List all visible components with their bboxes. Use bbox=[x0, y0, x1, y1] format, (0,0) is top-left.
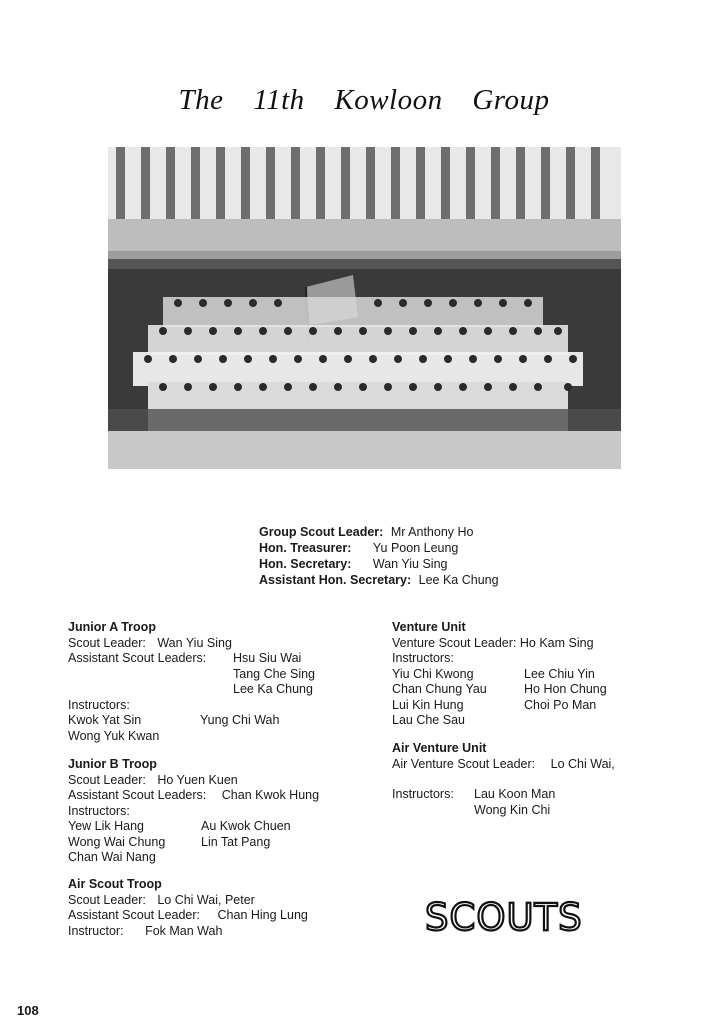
group-photo bbox=[108, 147, 621, 469]
scout-leader-row: Scout Leader: Ho Yuen Kuen bbox=[68, 772, 238, 787]
air-venture-leader-row: Air Venture Scout Leader: Lo Chi Wai, bbox=[392, 756, 615, 771]
air-venture-unit: Air Venture Unit Air Venture Scout Leader: Lo Chi Wai, Instructors: Lau Koon Man Wong Kin Chi bbox=[392, 741, 615, 817]
air-scout-troop bbox=[68, 877, 308, 939]
junior-b-troop: Junior B Troop Scout Leader: Ho Yuen Kuen Assistant Scout Leaders: Chan Kwok Hung Instructors: Yew Lik Hang Au Kwok Chuen Wong Wai Chung Lin Tat Pang Chan Wai Nang bbox=[68, 757, 320, 864]
scout-leader-row: Scout Leader: Wan Yiu Sing bbox=[68, 635, 232, 650]
assistant-row: Assistant Scout Leader: Chan Hing Lung bbox=[68, 908, 308, 922]
officer-row: Assistant Hon. Secretary: Lee Ka Chung bbox=[259, 573, 499, 587]
group-officers bbox=[259, 524, 499, 588]
instructor-row: Instructor: Fok Man Wah bbox=[68, 923, 223, 938]
officer-row: Group Scout Leader: Mr Anthony Ho bbox=[259, 525, 474, 539]
section-heading: Junior B Troop bbox=[68, 757, 157, 771]
section-heading: Air Venture Unit bbox=[392, 741, 487, 755]
page-number: 108 bbox=[17, 1003, 39, 1018]
section-heading: Air Scout Troop bbox=[68, 877, 162, 891]
group-photo-image bbox=[108, 147, 621, 469]
section-heading: Junior A Troop bbox=[68, 620, 156, 634]
page-title: The 11th Kowloon Group bbox=[178, 84, 550, 116]
section-label: SCOUTS bbox=[425, 896, 583, 939]
officer-row: Hon. Treasurer: Yu Poon Leung bbox=[259, 541, 459, 555]
assistant-row: Assistant Scout Leaders: Hsu Siu Wai bbox=[68, 651, 302, 665]
officer-row: Hon. Secretary: Wan Yiu Sing bbox=[259, 557, 448, 571]
venture-unit: Venture Unit Venture Scout Leader: Ho Kam Sing Instructors: Yiu Chi Kwong Lee Chiu Yin Chan Chung Yau Ho Hon Chung Lui Kin Hung Choi Po Man Lau Che Sau bbox=[392, 620, 607, 727]
venture-leader-row: Venture Scout Leader: Ho Kam Sing bbox=[392, 635, 594, 650]
scout-leader-row: Scout Leader: Lo Chi Wai, Peter bbox=[68, 892, 255, 907]
section-heading: Venture Unit bbox=[392, 620, 466, 634]
assistant-row: Assistant Scout Leaders: Chan Kwok Hung bbox=[68, 788, 320, 802]
junior-a-troop: Junior A Troop Scout Leader: Wan Yiu Sing Assistant Scout Leaders: Hsu Siu Wai Tang Che Sing Lee Ka Chung Instructors: Kwok Yat Sin Yung Chi Wah Wong Yuk Kwan bbox=[68, 620, 316, 743]
